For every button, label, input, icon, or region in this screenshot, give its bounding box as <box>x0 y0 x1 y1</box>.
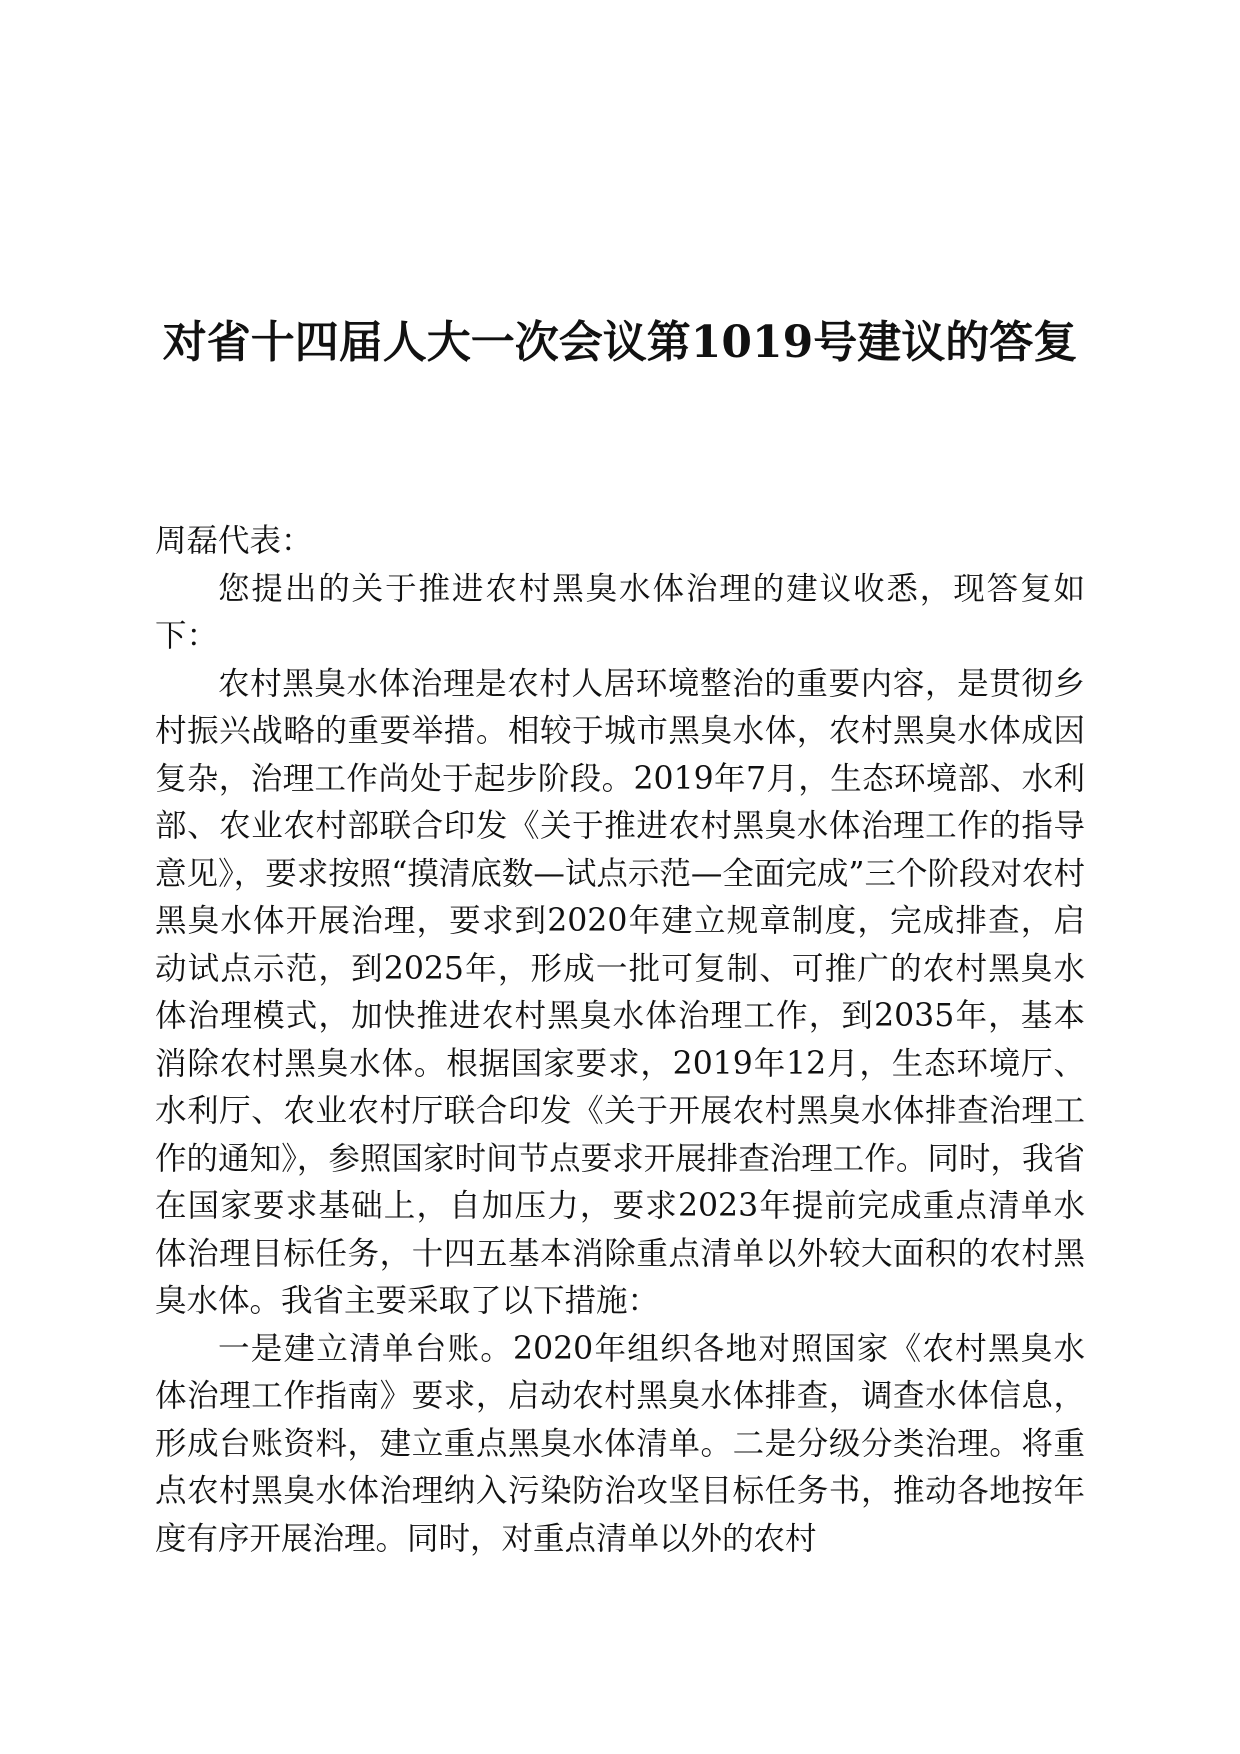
document-body <box>155 518 1085 1563</box>
paragraph-measures: 一是建立清单台账。2020年组织各地对照国家《农村黑臭水体治理工作指南》要求，启动农村黑臭水体排查，调查水体信息，形成台账资料，建立重点黑臭水体清单。二是分级分类治理。将重点农村黑臭水体治理纳入污染防治攻坚目标任务书，推动各地按年度有序开展治理。同时，对重点清单以外的农村 <box>155 1330 1085 1557</box>
salutation: 周磊代表： <box>155 523 313 559</box>
document-title: 对省十四届人大一次会议第1019号建议的答复 <box>162 317 1078 368</box>
paragraph-background: 农村黑臭水体治理是农村人居环境整治的重要内容，是贯彻乡村振兴战略的重要举措。相较于城市黑臭水体，农村黑臭水体成因复杂，治理工作尚处于起步阶段。2019年7月，生态环境部、水利部、农业农村部联合印发《关于推进农村黑臭水体治理工作的指导意见》，要求按照“摸清底数—试点示范—全面完成”三个阶段对农村黑臭水体开展治理，要求到2020年建立规章制度，完成排查，启动试点示范，到2025年，形成一批可复制、可推广的农村黑臭水体治理模式，加快推进农村黑臭水体治理工作，到2035年，基本消除农村黑臭水体。根据国家要求，2019年12月，生态环境厅、水利厅、农业农村厅联合印发《关于开展农村黑臭水体排查治理工作的通知》，参照国家时间节点要求开展排查治理工作。同时，我省在国家要求基础上，自加压力，要求2023年提前完成重点清单水体治理目标任务，十四五基本消除重点清单以外较大面积的农村黑臭水体。我省主要采取了以下措施： <box>155 665 1085 1319</box>
paragraph-intro: 您提出的关于推进农村黑臭水体治理的建议收悉，现答复如下： <box>155 570 1085 654</box>
